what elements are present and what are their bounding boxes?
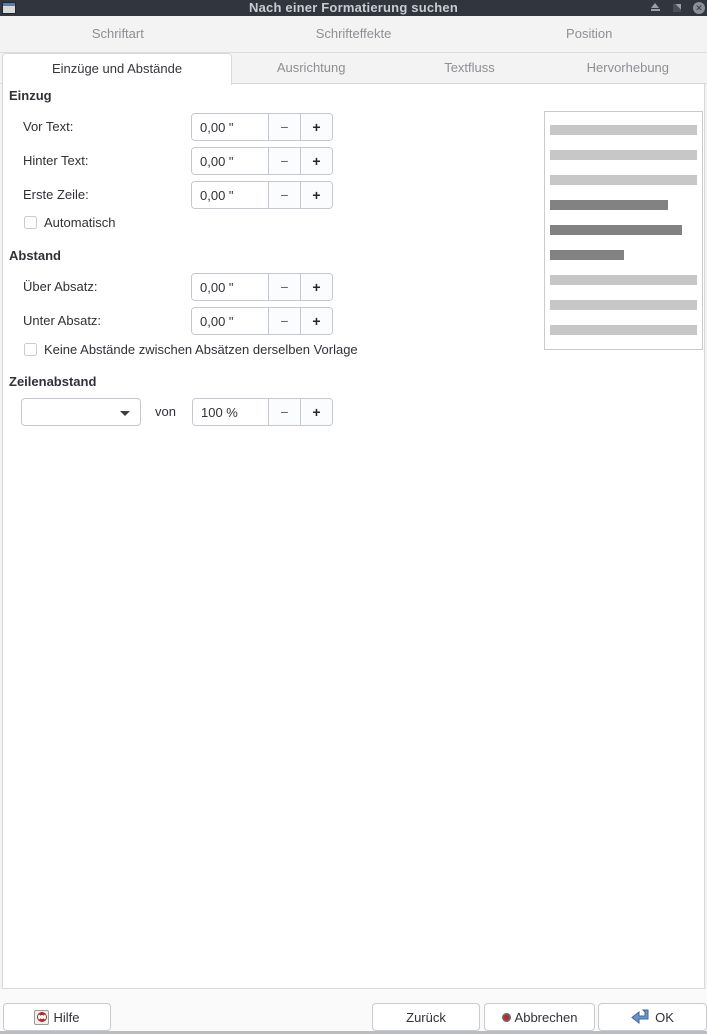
unter-absatz-increment-button[interactable]: + [301, 308, 332, 334]
vor-text-increment-button[interactable]: + [301, 114, 332, 140]
checkbox-keine-abstaende[interactable] [24, 342, 358, 357]
label-erste-zeile: Erste Zeile: [23, 187, 89, 202]
preview-pane [544, 111, 703, 350]
ueber-absatz-decrement-button[interactable]: − [269, 274, 301, 300]
window-title: Nach einer Formatierung suchen [249, 0, 458, 15]
unter-absatz-decrement-button[interactable]: − [269, 308, 301, 334]
label-hinter-text: Hinter Text: [23, 153, 89, 168]
section-title-einzug: Einzug [9, 88, 52, 103]
unter-absatz-input[interactable] [192, 308, 269, 334]
hinter-text-decrement-button[interactable]: − [269, 148, 301, 174]
preview-line [550, 250, 624, 260]
automatisch-checkbox-box[interactable] [24, 216, 37, 229]
ok-button[interactable] [598, 1003, 707, 1031]
spinner-hinter-text [191, 147, 333, 175]
tab-page-indents-spacing [2, 84, 705, 989]
preview-line [550, 300, 697, 310]
tab-row-2 [0, 53, 707, 84]
preview-line [550, 175, 697, 185]
automatisch-checkbox-label: Automatisch [44, 215, 116, 230]
close-icon[interactable]: ✕ [693, 2, 705, 14]
line-spacing-dropdown[interactable] [21, 398, 141, 426]
erste-zeile-decrement-button[interactable]: − [269, 182, 301, 208]
label-unter-absatz: Unter Absatz: [23, 313, 102, 328]
label-ueber-absatz: Über Absatz: [23, 279, 98, 294]
percent-decrement-button[interactable]: − [269, 399, 301, 425]
back-button-label: Zurück [406, 1009, 446, 1025]
tab-ausrichtung[interactable]: Ausrichtung [276, 60, 346, 75]
spinner-line-spacing-percent [192, 398, 333, 426]
dialog-footer [0, 989, 707, 1031]
tab-hervorhebung[interactable]: Hervorhebung [586, 60, 670, 75]
section-title-zeilenabstand: Zeilenabstand [9, 374, 97, 389]
preview-line [550, 200, 668, 210]
tab-row-1 [0, 16, 707, 53]
vor-text-input[interactable] [192, 114, 269, 140]
keine-abstaende-checkbox-label: Keine Abstände zwischen Absätzen derselben Vorlage [44, 342, 358, 357]
preview-line [550, 225, 682, 235]
back-button[interactable] [372, 1003, 480, 1031]
shade-icon[interactable] [650, 3, 661, 13]
window-menu-icon[interactable] [2, 2, 16, 14]
hinter-text-increment-button[interactable]: + [301, 148, 332, 174]
titlebar [0, 0, 707, 16]
spinner-ueber-absatz [191, 273, 333, 301]
ueber-absatz-input[interactable] [192, 274, 269, 300]
preview-line [550, 275, 697, 285]
chevron-down-icon [120, 411, 130, 416]
spinner-erste-zeile [191, 181, 333, 209]
erste-zeile-input[interactable] [192, 182, 269, 208]
spinner-unter-absatz [191, 307, 333, 335]
tab-einzuege-und-abstaende[interactable]: Einzüge und Abstände [2, 53, 232, 85]
help-button[interactable] [3, 1003, 111, 1031]
cancel-button-label: Abbrechen [514, 1009, 578, 1025]
tab-textfluss[interactable]: Textfluss [444, 60, 495, 75]
restore-icon[interactable] [673, 4, 681, 12]
keine-abstaende-checkbox-box[interactable] [24, 343, 37, 356]
ok-enter-arrow-icon [631, 1009, 651, 1025]
ok-button-label: OK [655, 1009, 674, 1025]
help-lifebuoy-icon [34, 1010, 49, 1025]
line-spacing-percent-input[interactable] [193, 399, 269, 425]
checkbox-automatisch[interactable] [24, 215, 116, 230]
preview-line [550, 125, 697, 135]
tab-position[interactable]: Position [566, 26, 613, 41]
label-von: von [155, 404, 176, 419]
section-title-abstand: Abstand [9, 248, 61, 263]
ueber-absatz-increment-button[interactable]: + [301, 274, 332, 300]
cancel-stop-icon [502, 1013, 511, 1022]
hinter-text-input[interactable] [192, 148, 269, 174]
vor-text-decrement-button[interactable]: − [269, 114, 301, 140]
preview-line [550, 325, 697, 335]
erste-zeile-increment-button[interactable]: + [301, 182, 332, 208]
help-button-label: Hilfe [53, 1009, 80, 1025]
spinner-vor-text [191, 113, 333, 141]
tab-schriftart[interactable]: Schriftart [91, 26, 144, 41]
tab-schrifteffekte[interactable]: Schrifteffekte [315, 26, 392, 41]
label-vor-text: Vor Text: [23, 119, 74, 134]
cancel-button[interactable] [484, 1003, 595, 1031]
percent-increment-button[interactable]: + [301, 399, 332, 425]
preview-line [550, 150, 697, 160]
